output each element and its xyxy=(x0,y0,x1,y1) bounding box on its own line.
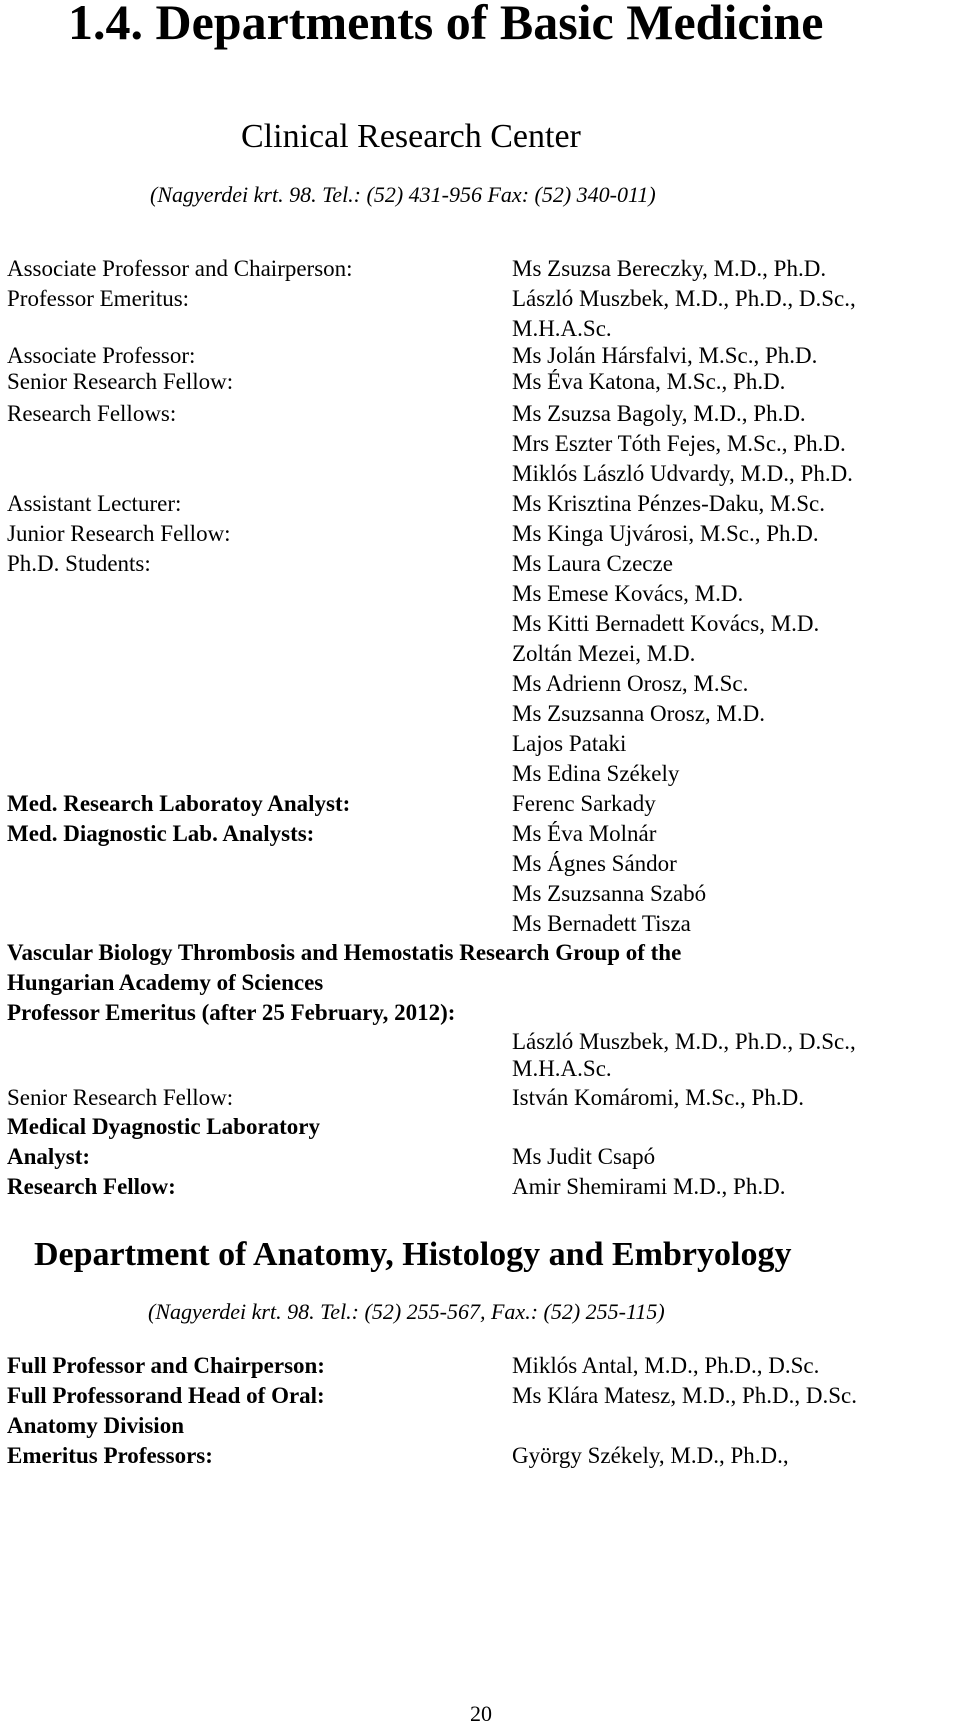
staff-name: Ms Laura Czecze xyxy=(512,551,673,576)
staff-row xyxy=(0,487,960,520)
staff-name: György Székely, M.D., Ph.D., xyxy=(512,1443,789,1468)
vascular-emeritus-label: Professor Emeritus (after 25 February, 2012): xyxy=(7,1000,456,1025)
staff-row xyxy=(0,727,960,760)
staff-row xyxy=(0,1140,960,1173)
staff-role: Research Fellows: xyxy=(7,401,177,426)
staff-row xyxy=(0,667,960,700)
staff-row xyxy=(0,365,960,398)
staff-name: István Komáromi, M.Sc., Ph.D. xyxy=(512,1085,804,1110)
staff-row xyxy=(0,877,960,910)
staff-role: Associate Professor and Chairperson: xyxy=(7,256,353,281)
staff-row xyxy=(0,1409,960,1442)
staff-name: Amir Shemirami M.D., Ph.D. xyxy=(512,1174,786,1199)
staff-name: Ferenc Sarkady xyxy=(512,791,656,816)
staff-row xyxy=(0,637,960,670)
staff-role: Senior Research Fellow: xyxy=(7,369,234,394)
staff-row xyxy=(0,547,960,580)
staff-name: Ms Éva Katona, M.Sc., Ph.D. xyxy=(512,369,786,394)
page-number: 20 xyxy=(470,1701,492,1726)
staff-name: Ms Jolán Hársfalvi, M.Sc., Ph.D. xyxy=(512,343,818,368)
staff-row xyxy=(0,787,960,820)
staff-name: Ms Zsuzsa Bagoly, M.D., Ph.D. xyxy=(512,401,806,426)
staff-role: Med. Diagnostic Lab. Analysts: xyxy=(7,821,315,846)
staff-role: Ph.D. Students: xyxy=(7,551,151,576)
staff-row xyxy=(0,457,960,490)
anatomy-address: (Nagyerdei krt. 98. Tel.: (52) 255-567, Fax.: (52) 255-115) xyxy=(148,1299,665,1324)
staff-role: Medical Dyagnostic Laboratory xyxy=(7,1114,321,1139)
staff-name: Ms Éva Molnár xyxy=(512,821,657,846)
staff-row xyxy=(0,817,960,850)
staff-role: Senior Research Fellow: xyxy=(7,1085,234,1110)
staff-name: Ms Klára Matesz, M.D., Ph.D., D.Sc. xyxy=(512,1383,857,1408)
staff-role: Analyst: xyxy=(7,1144,91,1169)
staff-row xyxy=(0,1349,960,1382)
staff-row xyxy=(0,397,960,430)
staff-row xyxy=(0,1170,960,1203)
staff-role: Full Professorand Head of Oral: xyxy=(7,1383,325,1408)
staff-name: Ms Adrienn Orosz, M.Sc. xyxy=(512,671,749,696)
staff-name: Mrs Eszter Tóth Fejes, M.Sc., Ph.D. xyxy=(512,431,846,456)
vascular-title-line1: Vascular Biology Thrombosis and Hemostatis Research Group of the xyxy=(7,940,682,965)
staff-row xyxy=(0,847,960,880)
staff-name: M.H.A.Sc. xyxy=(512,1056,612,1081)
staff-role: Assistant Lecturer: xyxy=(7,491,182,516)
staff-role: Research Fellow: xyxy=(7,1174,176,1199)
crc-address: (Nagyerdei krt. 98. Tel.: (52) 431-956 Fax: (52) 340-011) xyxy=(150,182,656,207)
staff-row xyxy=(0,1439,960,1472)
staff-name: Ms Zsuzsa Bereczky, M.D., Ph.D. xyxy=(512,256,827,281)
staff-name: Ms Emese Kovács, M.D. xyxy=(512,581,744,606)
staff-name: Ms Bernadett Tisza xyxy=(512,911,691,936)
page-heading: 1.4. Departments of Basic Medicine xyxy=(68,0,824,50)
anatomy-title: Department of Anatomy, Histology and Embryology xyxy=(34,1236,792,1273)
staff-row xyxy=(0,757,960,790)
staff-name: Ms Edina Székely xyxy=(512,761,680,786)
staff-role: Emeritus Professors: xyxy=(7,1443,213,1468)
staff-role: Junior Research Fellow: xyxy=(7,521,231,546)
staff-role: Anatomy Division xyxy=(7,1413,184,1438)
staff-row xyxy=(0,607,960,640)
staff-name: Ms Zsuzsanna Szabó xyxy=(512,881,707,906)
staff-row xyxy=(0,427,960,460)
staff-name: Zoltán Mezei, M.D. xyxy=(512,641,696,666)
staff-name: László Muszbek, M.D., Ph.D., D.Sc., xyxy=(512,1029,856,1054)
staff-name: Ms Ágnes Sándor xyxy=(512,851,677,876)
staff-row xyxy=(0,1110,960,1143)
staff-row xyxy=(0,577,960,610)
staff-row xyxy=(0,282,960,315)
staff-name: Ms Kinga Ujvárosi, M.Sc., Ph.D. xyxy=(512,521,819,546)
vascular-title-line2: Hungarian Academy of Sciences xyxy=(7,970,324,995)
staff-name: Miklós Antal, M.D., Ph.D., D.Sc. xyxy=(512,1353,820,1378)
staff-name: Ms Judit Csapó xyxy=(512,1144,656,1169)
staff-row xyxy=(0,517,960,550)
staff-name: Ms Krisztina Pénzes-Daku, M.Sc. xyxy=(512,491,826,516)
staff-name: Ms Kitti Bernadett Kovács, M.D. xyxy=(512,611,820,636)
staff-role: Associate Professor: xyxy=(7,343,196,368)
staff-role: Med. Research Laboratoy Analyst: xyxy=(7,791,351,816)
crc-title: Clinical Research Center xyxy=(241,118,581,155)
staff-row xyxy=(0,1379,960,1412)
staff-name: László Muszbek, M.D., Ph.D., D.Sc., xyxy=(512,286,856,311)
staff-role: Full Professor and Chairperson: xyxy=(7,1353,325,1378)
staff-name: M.H.A.Sc. xyxy=(512,316,612,341)
staff-row xyxy=(0,697,960,730)
staff-row xyxy=(0,252,960,285)
staff-name: Ms Zsuzsanna Orosz, M.D. xyxy=(512,701,765,726)
staff-name: Lajos Pataki xyxy=(512,731,627,756)
staff-name: Miklós László Udvardy, M.D., Ph.D. xyxy=(512,461,853,486)
staff-role: Professor Emeritus: xyxy=(7,286,190,311)
